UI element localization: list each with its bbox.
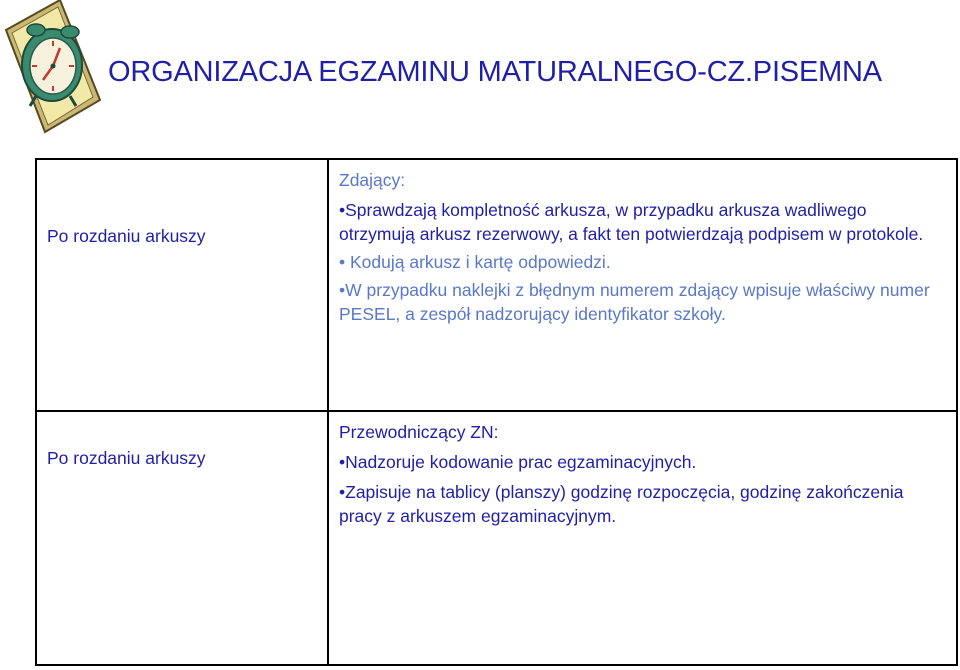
table-row [36, 411, 957, 665]
page-title: ORGANIZACJA EGZAMINU MATURALNEGO-CZ.PISEMNA [108, 56, 882, 88]
row-label: Po rozdaniu arkuszy [47, 448, 206, 468]
row-header: Przewodniczący ZN: [339, 422, 499, 442]
row-content-cell [328, 159, 957, 411]
row-content-cell [328, 411, 957, 665]
table-row [36, 159, 957, 411]
list-item: •Nadzoruje kodowanie prac egzaminacyjnych. [339, 452, 697, 472]
list-item: •Zapisuje na tablicy (planszy) godzinę rozpoczęcia, godzinę zakończenia pracy z arkuszem egzaminacyjnym. [339, 482, 904, 526]
row-header: Zdający: [339, 170, 406, 190]
list-item: • Kodują arkusz i kartę odpowiedzi. [339, 252, 611, 272]
list-item: •W przypadku naklejki z błędnym numerem zdający wpisuje właściwy numer PESEL, a zespół nadzorujący identyfikator szkoły. [339, 280, 930, 324]
row-label-cell [36, 411, 328, 665]
exam-procedure-table [35, 158, 958, 666]
list-item: •Sprawdzają kompletność arkusza, w przypadku arkusza wadliwego otrzymują arkusz rezerwowy, a fakt ten potwierdzają podpisem w protokole. [339, 200, 924, 244]
row-label: Po rozdaniu arkuszy [47, 226, 206, 246]
clock-icon [0, 0, 110, 135]
row-label-cell [36, 159, 328, 411]
